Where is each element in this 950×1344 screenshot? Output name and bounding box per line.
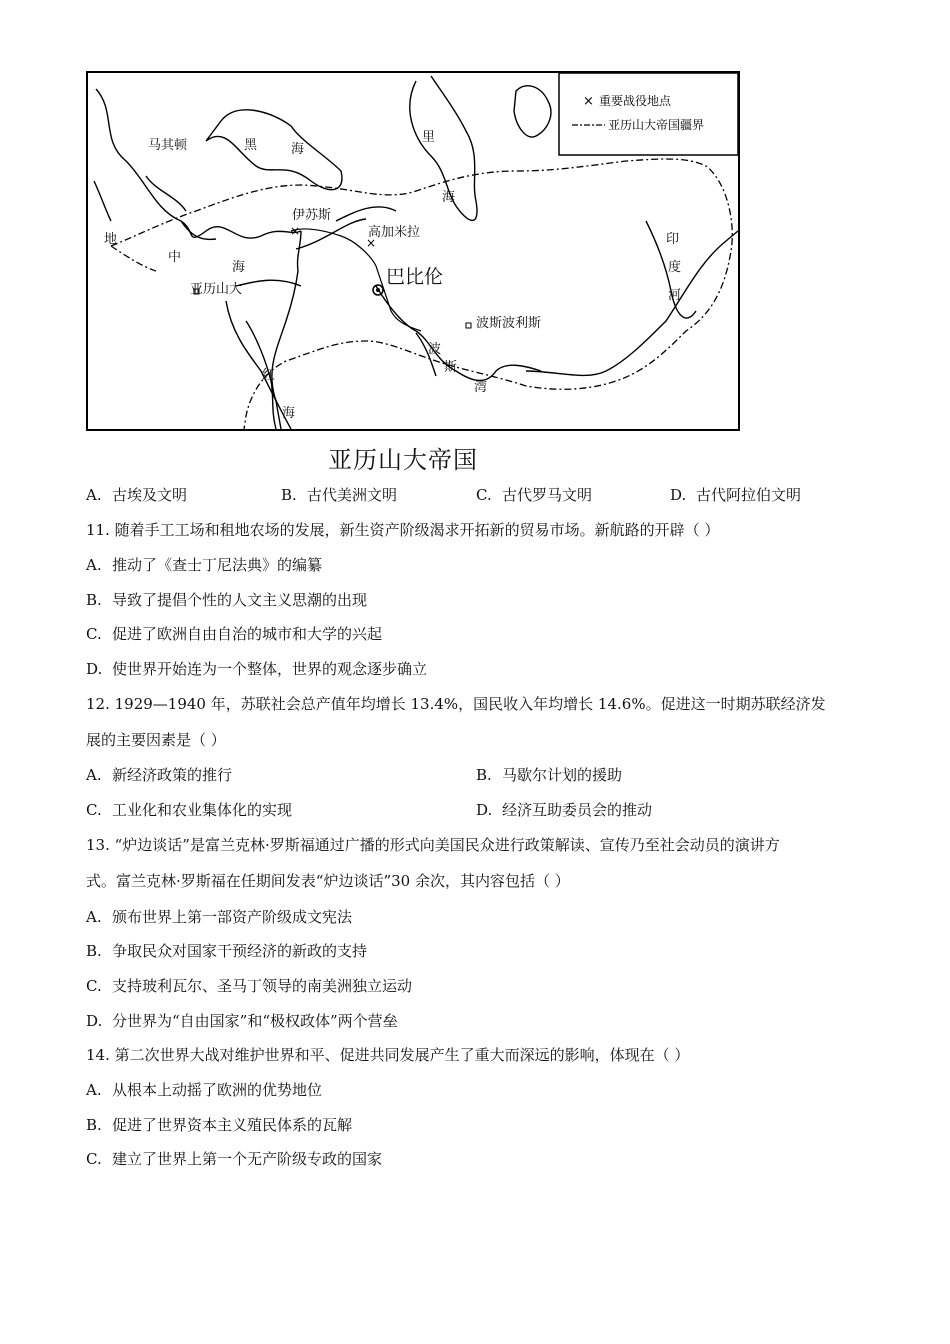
q10-option-a[interactable]: [86, 484, 187, 505]
label-gaugamela: 高加米拉: [368, 225, 421, 240]
map-caption: 亚历山大帝国: [328, 446, 478, 474]
q10-option-c[interactable]: [476, 484, 592, 505]
option-label: C.: [86, 625, 102, 643]
battle-marker-gaugamela: ×: [366, 236, 377, 250]
q13-stem-line-2: 式。富兰克林·罗斯福在任期间发表“炉边谈话”30 余次，其内容包括（ ）: [86, 872, 570, 890]
q11-stem: 11. 随着手工工场和租地农场的发展，新生资产阶级渴求开拓新的贸易市场。新航路的开辟（ ）: [86, 521, 720, 539]
option-text: 分世界为“自由国家”和“极权政体”两个营垒: [112, 1012, 398, 1030]
option-label: D.: [476, 801, 493, 819]
option-text: 使世界开始连为一个整体，世界的观念逐步确立: [112, 660, 428, 678]
label-indus-1: 印: [666, 232, 680, 247]
label-babylon: 巴比伦: [386, 266, 444, 288]
option-label: A.: [86, 1081, 102, 1099]
option-label: D.: [86, 660, 103, 678]
map-alexander-empire: [86, 71, 740, 431]
q12-option-d[interactable]: [476, 799, 652, 820]
option-label: A.: [86, 908, 102, 926]
q10-option-b[interactable]: [281, 484, 397, 505]
option-text: 建立了世界上第一个无产阶级专政的国家: [112, 1150, 383, 1168]
q12-option-a[interactable]: [86, 764, 232, 785]
q11-option-d[interactable]: [86, 658, 427, 679]
label-caspian-2: 海: [442, 190, 456, 205]
q11-option-b[interactable]: [86, 589, 367, 610]
map-legend: [559, 73, 738, 155]
option-text: 古埃及文明: [112, 486, 188, 504]
label-indus-2: 度: [668, 260, 682, 275]
q13-option-a[interactable]: [86, 906, 352, 927]
option-text: 争取民众对国家干预经济的新政的支持: [112, 942, 368, 960]
q14-stem: 14. 第二次世界大战对维护世界和平、促进共同发展产生了重大而深远的影响，体现在（ ）: [86, 1046, 690, 1064]
option-text: 从根本上动摇了欧洲的优势地位: [112, 1081, 323, 1099]
q12-option-c[interactable]: [86, 799, 292, 820]
label-gulf-2: 斯: [444, 360, 458, 375]
option-label: B.: [476, 766, 492, 784]
option-label: B.: [86, 1116, 102, 1134]
q12-stem-line-1: 12. 1929—1940 年，苏联社会总产值年均增长 13.4%，国民收入年均增长 14.6%。促进这一时期苏联经济发: [86, 695, 826, 713]
option-text: 支持玻利瓦尔、圣马丁领导的南美洲独立运动: [112, 977, 413, 995]
option-text: 马歇尔计划的援助: [502, 766, 623, 784]
option-label: B.: [86, 942, 102, 960]
option-label: A.: [86, 766, 102, 784]
q14-option-a[interactable]: [86, 1079, 322, 1100]
label-med-1: 地: [104, 232, 118, 247]
option-text: 颁布世界上第一部资产阶级成文宪法: [112, 908, 353, 926]
label-indus-3: 河: [668, 288, 682, 303]
label-red-sea-1: 红: [262, 368, 276, 383]
q13-option-b[interactable]: [86, 940, 367, 961]
option-label: A.: [86, 486, 102, 504]
option-label: C.: [86, 977, 102, 995]
label-gulf-1: 波: [428, 342, 442, 357]
option-text: 工业化和农业集体化的实现: [112, 801, 293, 819]
option-label: B.: [86, 591, 102, 609]
label-med-2: 中: [168, 250, 182, 265]
label-black-sea-1: 黑: [244, 138, 258, 153]
label-caspian-1: 里: [422, 130, 436, 145]
q14-option-c[interactable]: [86, 1148, 382, 1169]
battle-marker-issus: ×: [290, 224, 301, 238]
label-red-sea-2: 海: [282, 406, 296, 421]
option-label: C.: [86, 801, 102, 819]
option-text: 促进了欧洲自由自治的城市和大学的兴起: [112, 625, 383, 643]
option-label: B.: [281, 486, 297, 504]
label-persepolis: 波斯波利斯: [476, 316, 542, 331]
q13-stem-line-1: 13. “炉边谈话”是富兰克林·罗斯福通过广播的形式向美国民众进行政策解读、宣传乃至社会动员的演讲方: [86, 836, 780, 854]
option-label: D.: [670, 486, 687, 504]
q13-option-d[interactable]: [86, 1010, 398, 1031]
q13-option-c[interactable]: [86, 975, 412, 996]
label-alexandria: 亚历山大: [190, 282, 243, 297]
q12-stem-line-2: 展的主要因素是（ ）: [86, 731, 226, 749]
option-label: D.: [86, 1012, 103, 1030]
legend-battle-label: 重要战役地点: [599, 94, 672, 108]
option-label: A.: [86, 556, 102, 574]
option-text: 导致了提倡个性的人文主义思潮的出现: [112, 591, 368, 609]
label-med-3: 海: [232, 260, 246, 275]
label-gulf-3: 湾: [474, 380, 488, 395]
label-issus: 伊苏斯: [292, 208, 332, 223]
option-text: 促进了世界资本主义殖民体系的瓦解: [112, 1116, 353, 1134]
legend-border-label: 亚历山大帝国疆界: [608, 118, 705, 132]
label-macedonia: 马其顿: [148, 138, 188, 153]
q12-option-b[interactable]: [476, 764, 622, 785]
q11-option-c[interactable]: [86, 623, 382, 644]
q10-option-d[interactable]: [670, 484, 801, 505]
option-text: 新经济政策的推行: [112, 766, 233, 784]
svg-text:×: ×: [583, 94, 594, 109]
option-label: C.: [476, 486, 492, 504]
q11-option-a[interactable]: [86, 554, 322, 575]
q14-option-b[interactable]: [86, 1114, 352, 1135]
label-black-sea-2: 海: [291, 142, 305, 157]
option-text: 推动了《查士丁尼法典》的编纂: [112, 556, 323, 574]
option-text: 古代美洲文明: [307, 486, 398, 504]
option-text: 古代阿拉伯文明: [696, 486, 802, 504]
option-text: 经济互助委员会的推动: [502, 801, 653, 819]
option-text: 古代罗马文明: [502, 486, 593, 504]
option-label: C.: [86, 1150, 102, 1168]
